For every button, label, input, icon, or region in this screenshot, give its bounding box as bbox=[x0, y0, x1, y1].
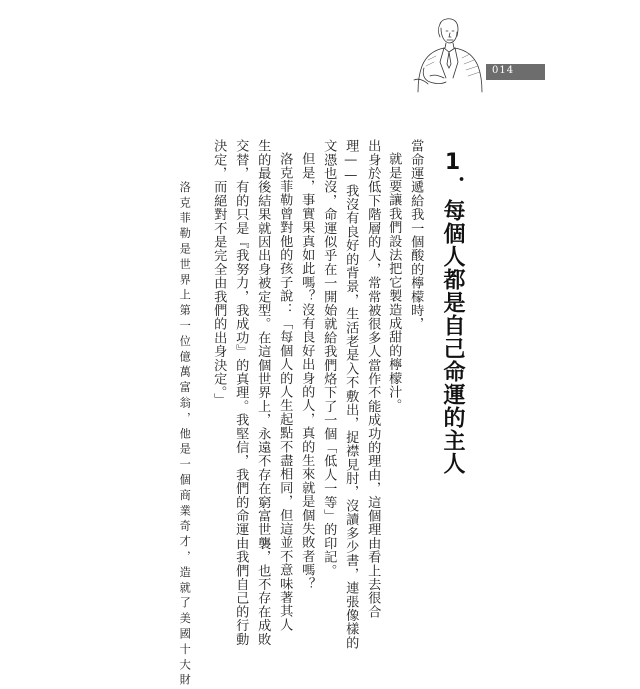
body-line: 生的最後結果就因出身被定型。在這個世界上，永遠不存在窮富世襲，也不存在成敗 bbox=[255, 139, 271, 646]
body-line: 但是，事實果真如此嗎？沒有良好出身的人，真的生來就是個失敗者嗎？ bbox=[299, 152, 315, 591]
body-line: 出身於低下階層的人，常常被很多人當作不能成功的理由，這個理由看上去很合 bbox=[365, 139, 381, 619]
chapter-title: 1．每個人都是自己命運的主人 bbox=[440, 150, 465, 475]
body-line: 文憑也沒，命運似乎在一開始就給我們烙下了一個「低人一等」的印記。 bbox=[321, 139, 337, 578]
body-line: 當命運遞給我一個酸的檸檬時， bbox=[408, 139, 424, 331]
body-line: 洛克菲勒曾對他的孩子說：「每個人的人生起點不盡相同，但這並不意味著其人 bbox=[277, 152, 293, 632]
body-line: 決定，而絕對不是完全由我們的出身決定。」 bbox=[211, 139, 227, 407]
portrait-illustration bbox=[400, 14, 495, 94]
body-line: 就是要讓我們設法把它製造成甜的檸檬汁。 bbox=[386, 152, 402, 413]
page-number: 014 bbox=[492, 65, 515, 76]
page-number-band bbox=[486, 64, 545, 80]
caption-text: 洛克菲勒是世界上第一位億萬富翁，他是一個商業奇才，造就了美國十大財 bbox=[178, 181, 192, 689]
body-line: 交替，有的只是『我努力，我成功』的真理。我堅信，我們的命運由我們自己的行動 bbox=[233, 139, 249, 646]
body-line: 理——我沒有良好的背景，生活老是入不敷出，捉襟見肘，沒讀多少書，連張像樣的 bbox=[343, 139, 359, 650]
